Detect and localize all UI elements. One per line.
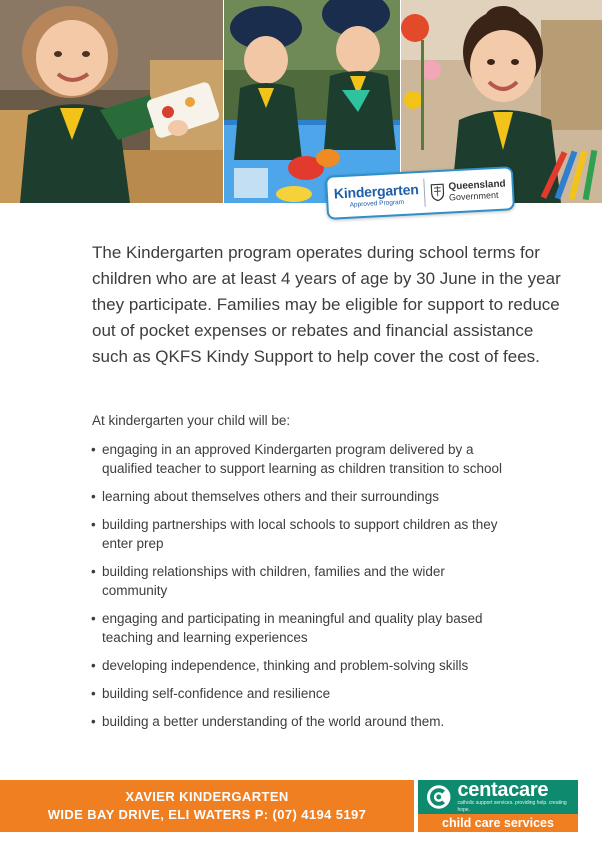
centacare-tagline: catholic support services. providing help. creating hope.: [457, 800, 567, 813]
centacare-logo-top: [418, 780, 578, 814]
list-item: • developing independence, thinking and problem-solving skills: [90, 656, 510, 675]
lead-in-text: At kindergarten your child will be:: [92, 413, 291, 428]
badge-approved-text: Approved Program: [349, 198, 405, 209]
centacare-logo: [418, 780, 578, 832]
list-item: • building relationships with children, families and the wider community: [90, 562, 510, 600]
kindergarten-address-phone: WIDE BAY DRIVE, ELI WATERS P: (07) 4194 5197: [47, 807, 367, 822]
badge-kindergarten-text: Kindergarten: [333, 181, 419, 202]
list-item: • building self-confidence and resilience: [90, 684, 510, 703]
list-item: • engaging and participating in meaningful and quality play based teaching and learning experiences: [90, 609, 510, 647]
kindergarten-name: XAVIER KINDERGARTEN: [125, 789, 289, 804]
centacare-name: centacare: [457, 779, 549, 801]
list-item: • building a better understanding of the world around them.: [90, 712, 510, 731]
list-item: • engaging in an approved Kindergarten program delivered by a qualified teacher to support learning as children transition to school: [90, 440, 510, 478]
queensland-government-logo: [448, 178, 506, 202]
centacare-wordmark: [457, 780, 578, 814]
intro-paragraph: The Kindergarten program operates during school terms for children who are at least 4 years of age by 30 June in the year they participate. Families may be eligible for support to reduce out of pocket expenses or rebates and financial assistance such as QKFS Kindy Support to help cover the cost of fees.: [92, 243, 561, 366]
footer: [0, 780, 602, 832]
badge-queensland-text: Queensland: [448, 178, 506, 192]
centacare-mark-icon: [426, 784, 451, 810]
kindergarten-logo: [333, 181, 419, 209]
photo-girl-painting: [0, 0, 223, 203]
badge-divider: [423, 179, 425, 207]
list-item: • learning about themselves others and their surroundings: [90, 487, 510, 506]
queensland-crest-icon: [429, 181, 445, 204]
footer-address-block: [0, 780, 414, 832]
badge-government-text: Government: [448, 189, 499, 202]
list-item: • building partnerships with local schools to support children as they enter prep: [90, 515, 510, 553]
benefits-list: [90, 440, 510, 740]
child-care-services-label: child care services: [418, 814, 578, 832]
kindergarten-approved-badge: [325, 166, 515, 220]
